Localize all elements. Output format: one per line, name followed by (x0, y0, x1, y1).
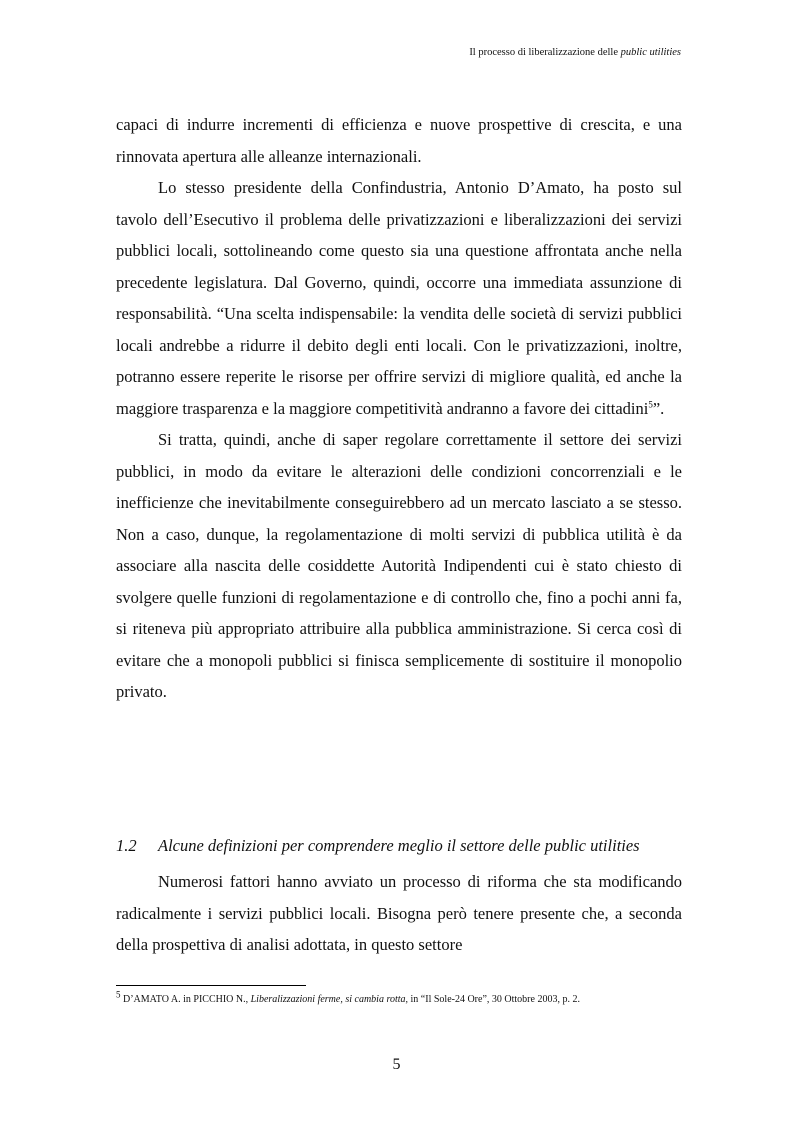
page-number: 5 (392, 1056, 401, 1073)
paragraph-2 (116, 172, 682, 424)
body-text (116, 109, 682, 708)
footnote-marker: 5 (116, 989, 121, 1000)
section-body (116, 866, 682, 961)
footnote (116, 989, 696, 1005)
paragraph-3: Si tratta, quindi, anche di saper regolare correttamente il settore dei servizi pubblici, in modo da evitare le alterazioni delle condizioni concorrenziali e le inefficienze che inevitabilmente conseguirebbero ad un mercato lasciato a se stesso. Non a caso, dunque, la regolamentazione di molti servizi di pubblica utilità è da associare alla nascita delle cosiddette Autorità Indipendenti cui è stato chiesto di svolgere quelle funzioni di regolamentazione e di controllo che, fino a pochi anni fa, si riteneva più appropriato attribuire alla pubblica amministrazione. Si cerca così di evitare che a monopoli pubblici si finisca semplicemente di sostituire il monopolio privato. (116, 430, 682, 701)
footnote-title: Liberalizzazioni ferme, si cambia rotta, (250, 994, 409, 1005)
paragraph-2-text: Lo stesso presidente della Confindustria, Antonio D’Amato, ha posto sul tavolo dell’Esecutivo il problema delle privatizzazioni e liberalizzazioni dei servizi pubblici locali, sottolineando come questo sia una questione affrontata anche nella precedente legislatura. Dal Governo, quindi, occorre una immediata assunzione di responsabilità. “Una scelta indispensabile: la vendita delle società di servizi pubblici locali andrebbe a ridurre il debito degli enti locali. Con le privatizzazioni, inoltre, potranno essere reperite le risorse per offrire servizi di migliore qualità, ed anche la maggiore trasparenza e la maggiore competitività andranno a favore dei cittadini (116, 178, 682, 418)
section-paragraph: Numerosi fattori hanno avviato un processo di riforma che sta modificando radicalmente i servizi pubblici locali. Bisogna però tenere presente che, a seconda della prospettiva di analisi adottata, in questo settore (116, 872, 682, 954)
section-heading (116, 836, 682, 856)
running-header-italic: public utilities (620, 47, 681, 58)
footnote-divider (116, 985, 306, 986)
footnote-suffix: in “Il Sole-24 Ore”, 30 Ottobre 2003, p. 2. (408, 994, 580, 1005)
section-number: 1.2 (116, 836, 137, 855)
footnote-prefix: D’AMATO A. in PICCHIO N., (120, 994, 251, 1005)
section-title: Alcune definizioni per comprendere meglio il settore delle public utilities (158, 836, 640, 855)
running-header (469, 47, 681, 58)
paragraph-2-end: ”. (652, 398, 665, 418)
running-header-text: Il processo di liberalizzazione delle (469, 47, 621, 58)
footnote-reference[interactable]: 5 (648, 399, 653, 409)
paragraph-1: capaci di indurre incrementi di efficienza e nuove prospettive di crescita, e una rinnovata apertura alle alleanze internazionali. (116, 115, 682, 166)
